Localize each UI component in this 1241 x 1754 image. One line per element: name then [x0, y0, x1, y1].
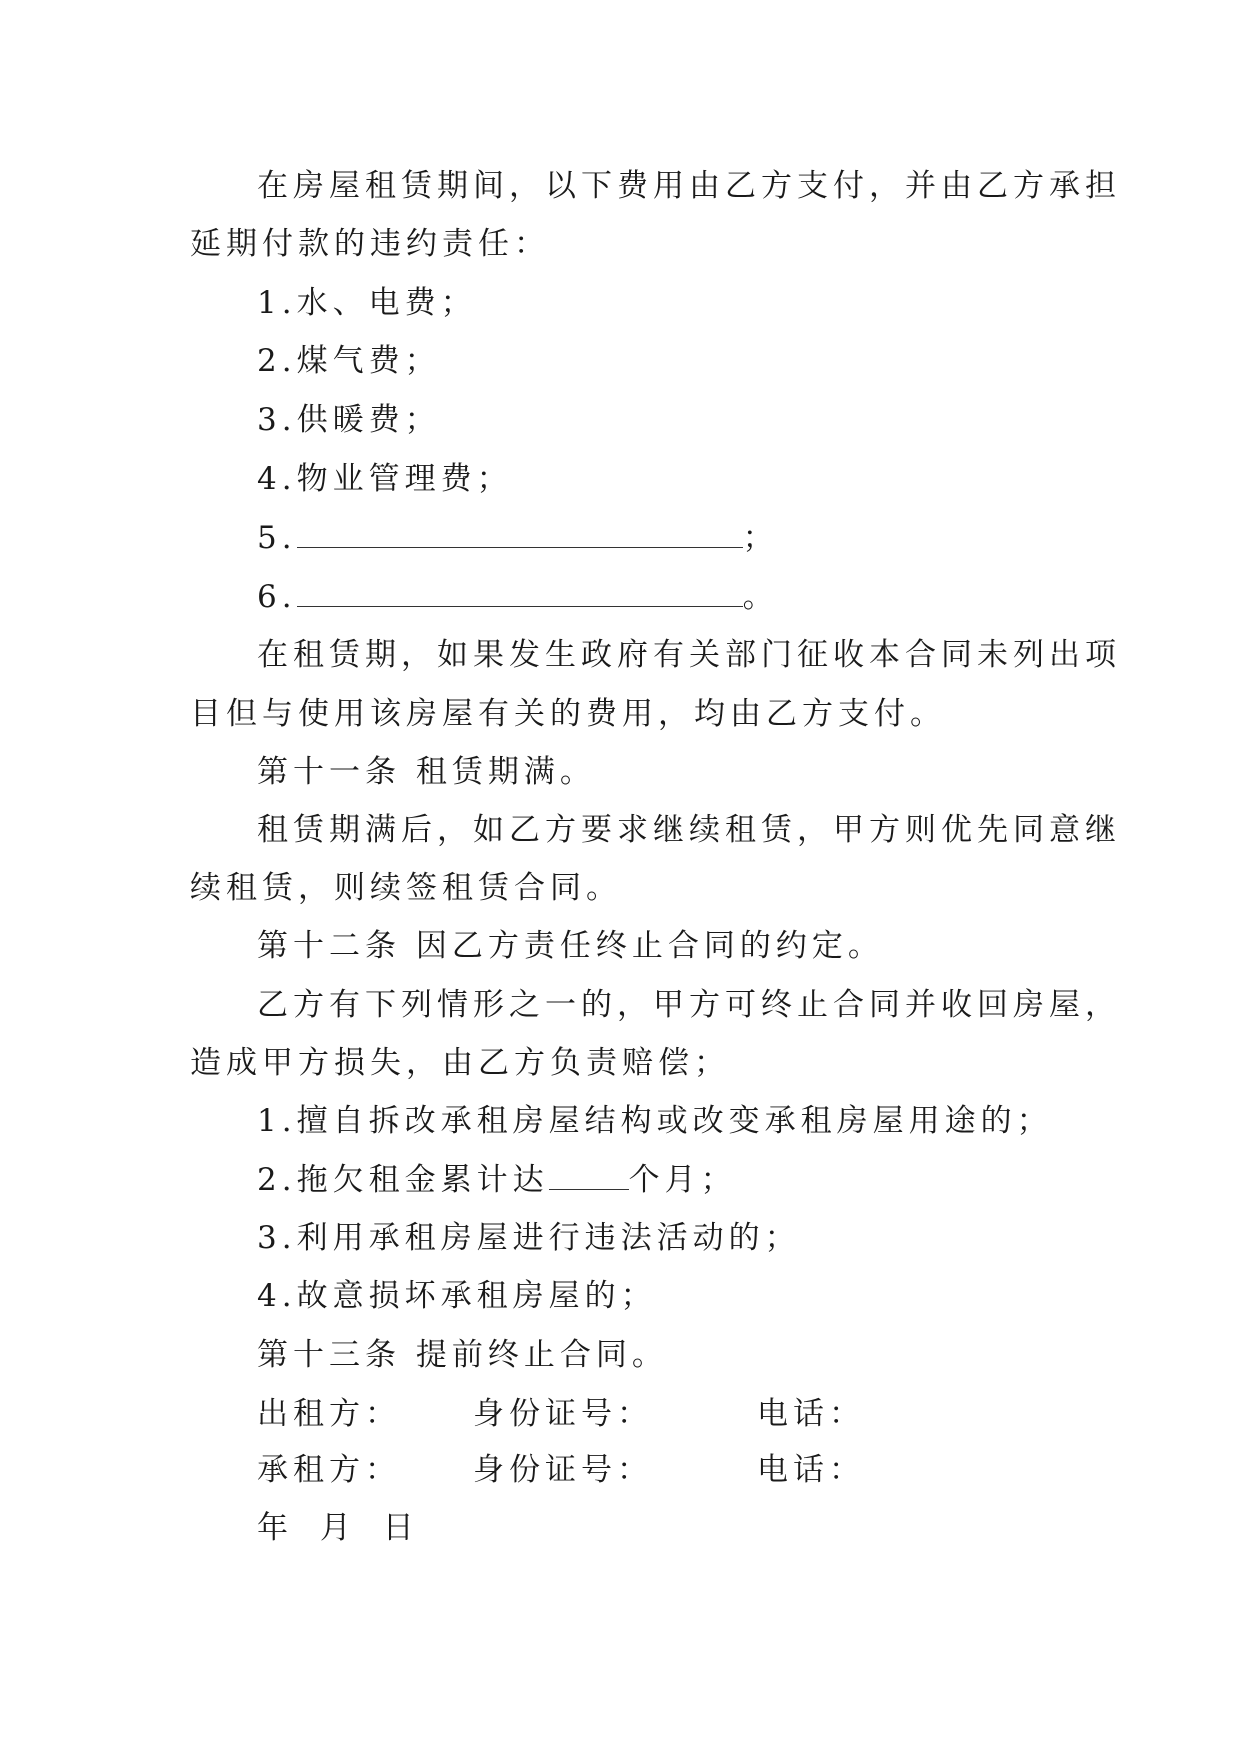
fee-item-4: 4.物业管理费；	[257, 461, 513, 497]
case-item-2	[257, 1160, 737, 1200]
article-12-title: 第十二条 因乙方责任终止合同的约定。	[257, 928, 884, 964]
paragraph-other-fees-line1: 在租赁期，如果发生政府有关部门征收本合同未列出项	[257, 637, 1121, 673]
case-item-2-suffix: 个月；	[628, 1162, 737, 1198]
lessee-label: 承租方：	[257, 1452, 401, 1488]
fee-item-2: 2.煤气费；	[257, 343, 441, 379]
case-item-3: 3.利用承租房屋进行违法活动的；	[257, 1220, 801, 1256]
case-item-1: 1.擅自拆改承租房屋结构或改变承租房屋用途的；	[257, 1103, 1053, 1139]
paragraph-fees-intro-line2: 延期付款的违约责任：	[190, 226, 550, 262]
fee-item-6-number: 6.	[257, 579, 297, 615]
lessee-id-label: 身份证号：	[473, 1452, 653, 1488]
lessor-phone-label: 电话：	[757, 1396, 865, 1432]
paragraph-other-fees-line2: 目但与使用该房屋有关的费用，均由乙方支付。	[190, 696, 946, 732]
months-blank[interactable]	[549, 1163, 629, 1190]
case-item-4: 4.故意损坏承租房屋的；	[257, 1278, 657, 1314]
lessor-label: 出租方：	[257, 1396, 401, 1432]
paragraph-renewal-line1: 租赁期满后，如乙方要求继续租赁，甲方则优先同意继	[257, 812, 1121, 848]
paragraph-termination-line2: 造成甲方损失，由乙方负责赔偿；	[190, 1045, 730, 1081]
lessee-phone-label: 电话：	[757, 1452, 865, 1488]
case-item-2-text: 2.拖欠租金累计达	[257, 1162, 549, 1198]
fee-item-6-punct: 。	[742, 579, 779, 615]
fee-item-5	[257, 518, 779, 558]
fee-item-3: 3.供暖费；	[257, 402, 441, 438]
article-11-title: 第十一条 租赁期满。	[257, 754, 596, 790]
fee-item-6-blank[interactable]	[297, 580, 743, 607]
lessor-id-label: 身份证号：	[473, 1396, 653, 1432]
paragraph-fees-intro-line1: 在房屋租赁期间，以下费用由乙方支付，并由乙方承担	[257, 168, 1121, 204]
fee-item-5-blank[interactable]	[297, 521, 743, 548]
date-line: 年 月 日	[257, 1510, 419, 1546]
paragraph-renewal-line2: 续租赁，则续签租赁合同。	[190, 870, 622, 906]
fee-item-1: 1.水、电费；	[257, 285, 477, 321]
fee-item-6	[257, 577, 779, 617]
paragraph-termination-line1: 乙方有下列情形之一的，甲方可终止合同并收回房屋，	[257, 987, 1121, 1023]
article-13-title: 第十三条 提前终止合同。	[257, 1337, 668, 1373]
fee-item-5-punct: ；	[742, 520, 779, 556]
fee-item-5-number: 5.	[257, 520, 297, 556]
